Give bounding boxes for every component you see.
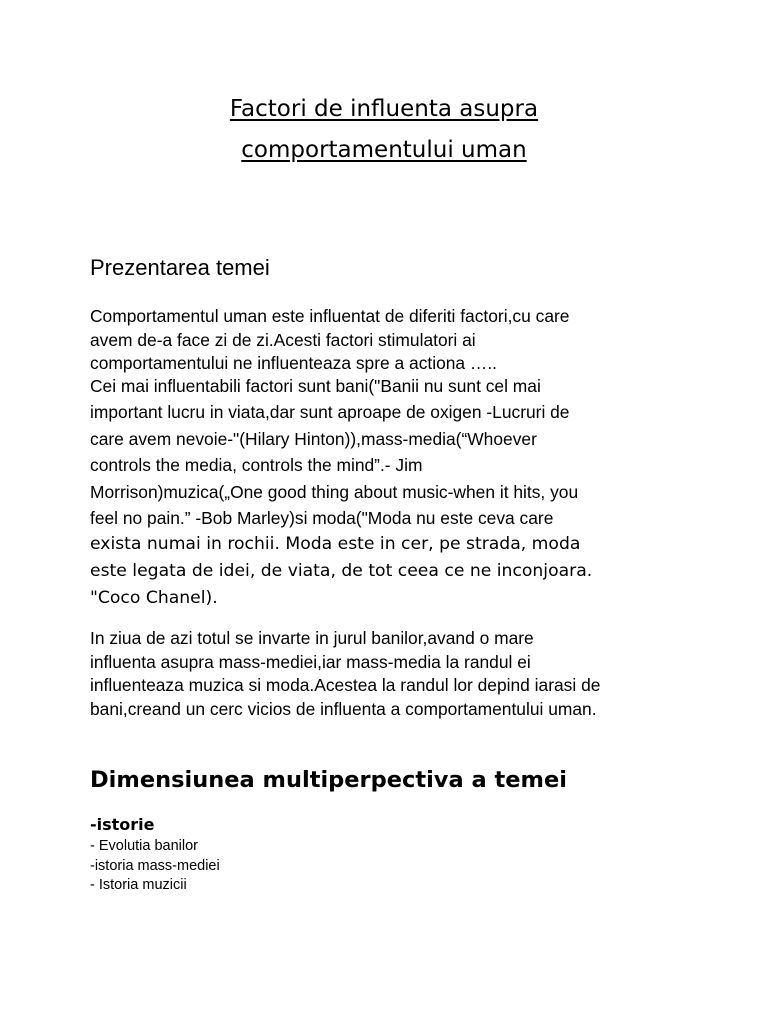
paragraph-line: influenteaza muzica si moda.Acestea la randul lor depind iarasi de: [90, 675, 601, 695]
paragraph-line: Comportamentul uman este influentat de diferiti factori,cu care: [90, 306, 570, 326]
paragraph-line: Cei mai influentabili factori sunt bani("Banii nu sunt cel mai: [90, 376, 541, 396]
section-heading-dimensiunea: Dimensiunea multiperpectiva a temei: [90, 767, 567, 793]
list-item: -istoria mass-mediei: [90, 857, 220, 874]
paragraph-factors: [90, 373, 690, 612]
list-item: - Evolutia banilor: [90, 838, 198, 854]
paragraph-line: important lucru in viata,dar sunt aproape de oxigen -Lucruri de: [90, 402, 570, 423]
paragraph-line: este legata de idei, de viata, de tot ceea ce ne inconjoara.: [90, 561, 593, 582]
paragraph-line: avem de-a face zi de zi.Acesti factori stimulatori ai: [90, 329, 476, 350]
section-heading-prezentarea: Prezentarea temei: [90, 255, 270, 280]
paragraph-line: controls the media, controls the mind”.- Jim: [90, 455, 423, 476]
paragraph-line: exista numai in rochii. Moda este in cer, pe strada, moda: [90, 534, 581, 555]
history-list: [90, 837, 220, 896]
paragraph-line: comportamentului ne influenteaza spre a actiona …..: [90, 353, 497, 373]
paragraph-intro: [90, 305, 690, 376]
document-title-line-1: Factori de influenta asupra: [229, 96, 539, 122]
paragraph-line: In ziua de azi totul se invarte in jurul banilor,avand o mare: [90, 628, 534, 648]
paragraph-line: Morrison)muzica(„One good thing about music-when it hits, you: [90, 481, 579, 502]
paragraph-line: bani,creand un cerc vicios de influenta a comportamentului uman.: [90, 698, 597, 719]
paragraph-line: influenta asupra mass-mediei,iar mass-media la randul ei: [90, 651, 531, 672]
paragraph-conclusion: [90, 627, 690, 721]
paragraph-line: "Coco Chanel).: [90, 588, 218, 609]
paragraph-line: care avem nevoie-"(Hilary Hinton)),mass-media(“Whoever: [90, 428, 537, 449]
list-item: - Istoria muzicii: [90, 877, 187, 893]
paragraph-line: feel no pain.” -Bob Marley)si moda("Moda nu este ceva care: [90, 508, 554, 529]
document-title-line-2: comportamentului uman: [241, 137, 527, 163]
subheading-istorie: -istorie: [90, 815, 155, 834]
